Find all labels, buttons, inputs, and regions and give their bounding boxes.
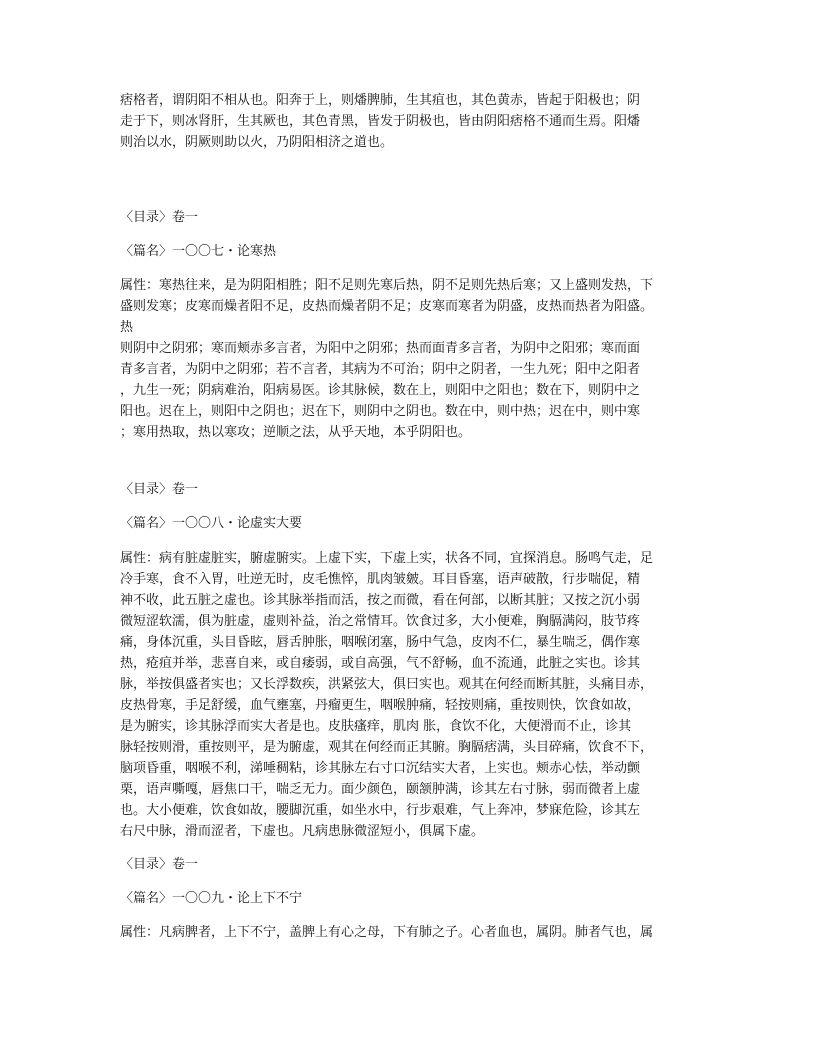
text-line: ；寒用热取，热以寒攻；逆顺之法，从乎天地，本乎阴阳也。 <box>120 425 472 440</box>
text-line: 脑项昏重，咽喉不利，涕唾稠粘，诊其脉左右寸口沉结实大者，上实也。颊赤心怯，举动颤 <box>120 761 641 776</box>
text-line: 脉轻按则滑，重按则平，是为腑虚，观其在何经而正其腑。胸膈痞满，头目碎痛，饮食不下， <box>120 740 654 755</box>
text-line: 走于下，则冰肾肝，生其厥也，其色青黑，皆发于阴极也，皆由阴阳痞格不通而生焉。阳燔 <box>120 114 641 129</box>
catalog-label: 〈目录〉卷一 <box>120 210 199 225</box>
text-line: 痛，身体沉重，头目昏眩，唇舌肿胀，咽喉闭塞，肠中气急，皮肉不仁，暴生喘乏，偶作寒 <box>120 635 641 650</box>
chapter-body <box>120 275 653 443</box>
text-line: 热 <box>120 320 134 335</box>
text-line: 则治以水，阴厥则助以火，乃阴阳相济之道也。 <box>120 135 394 150</box>
fragment-paragraph <box>120 90 640 153</box>
text-line: 属性：凡病脾者，上下不宁，盖脾上有心之母，下有肺之子。心者血也，属阴。肺者气也，属 <box>120 925 654 940</box>
text-line: 栗，语声嘶嘎，唇焦口干，喘乏无力。面少颜色，颐颔肿满，诊其左右寸脉，弱而微者上虚 <box>120 782 641 797</box>
chapter-title: 〈篇名〉一〇〇九・论上下不宁 <box>120 891 303 906</box>
chapter-body <box>120 548 653 842</box>
chapter-title: 〈篇名〉一〇〇七・论寒热 <box>120 244 277 259</box>
text-line: 神不收，此五脏之虚也。诊其脉举指而活，按之而微，看在何部，以断其脏；又按之沉小弱 <box>120 593 641 608</box>
catalog-label: 〈目录〉卷一 <box>120 857 199 872</box>
catalog-label: 〈目录〉卷一 <box>120 482 199 497</box>
text-line: 痞格者，谓阴阳不相从也。阳奔于上，则燔脾肺，生其疽也，其色黄赤，皆起于阳极也；阴 <box>120 93 641 108</box>
text-line: 是为腑实，诊其脉浮而实大者是也。皮肤瘙痒，肌肉 胀，食饮不化，大便滑而不止，诊其 <box>120 719 632 734</box>
text-line: 皮热骨寒，手足舒缓，血气壅塞，丹瘤更生，咽喉肿痛，轻按则痛，重按则快，饮食如故， <box>120 698 641 713</box>
text-line: 脉，举按俱盛者实也；又长浮数疾，洪紧弦大，俱曰实也。观其在何经而断其脏，头痛目赤， <box>120 677 654 692</box>
text-line: 青多言者，为阴中之阴邪；若不言者，其病为不可治；阴中之阴者，一生九死；阳中之阳者 <box>120 362 641 377</box>
text-line: 冷手寒，食不入胃，吐逆无时，皮毛憔悴，肌肉皱皴。耳目昏塞，语声破散，行步喘促，精 <box>120 572 641 587</box>
chapter-body <box>120 922 653 943</box>
text-line: ，九生一死；阴病难治，阳病易医。诊其脉候，数在上，则阳中之阳也；数在下，则阴中之 <box>120 383 641 398</box>
text-line: 则阴中之阴邪；寒而颊赤多言者，为阳中之阴邪；热而面青多言者，为阴中之阳邪；寒而面 <box>120 341 641 356</box>
text-line: 右尺中脉，滑而涩者，下虚也。凡病患脉微涩短小，俱属下虚。 <box>120 824 485 839</box>
text-line: 属性：寒热往来，是为阴阳相胜；阳不足则先寒后热，阴不足则先热后寒；又上盛则发热，下 <box>120 278 654 293</box>
text-line: 也。大小便难，饮食如故，腰脚沉重，如坐水中，行步艰难，气上奔冲，梦寐危险，诊其左 <box>120 803 641 818</box>
chapter-title: 〈篇名〉一〇〇八・论虚实大要 <box>120 516 303 531</box>
text-line: 阳也。迟在上，则阳中之阴也；迟在下，则阴中之阴也。数在中，则中热；迟在中，则中寒 <box>120 404 641 419</box>
text-line: 盛则发寒；皮寒而燥者阳不足，皮热而燥者阴不足；皮寒而寒者为阴盛，皮热而热者为阳盛。 <box>120 299 654 314</box>
text-line: 属性：病有脏虚脏实，腑虚腑实。上虚下实，下虚上实，状各不同，宜探消息。肠鸣气走，足 <box>120 551 654 566</box>
text-line: 微短涩软濡，俱为脏虚，虚则补益，治之常情耳。饮食过多，大小便难，胸膈满闷，肢节疼 <box>120 614 641 629</box>
text-line: 热，疮疽并举，悲喜自来，或自痿弱，或自高强，气不舒畅，血不流通，此脏之实也。诊其 <box>120 656 641 671</box>
